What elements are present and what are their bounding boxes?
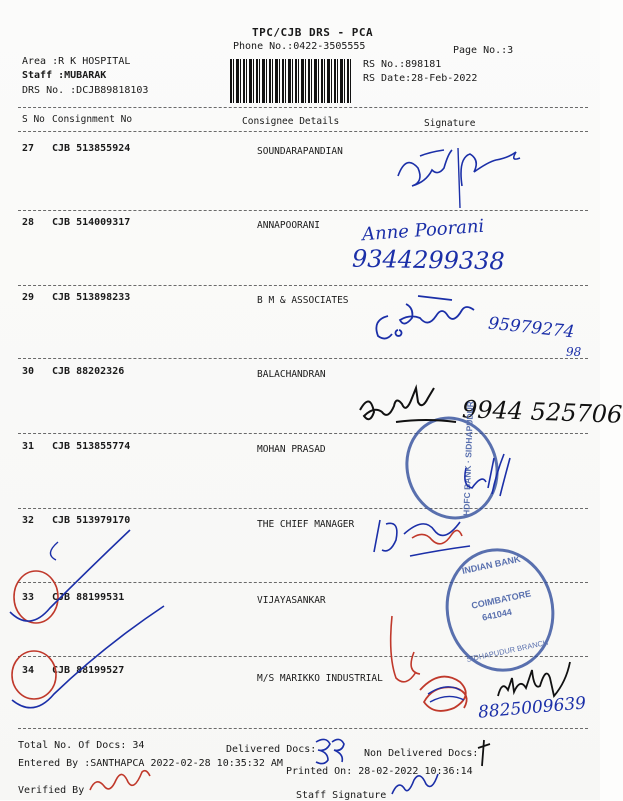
non-delivered-docs-label: Non Delivered Docs:: [364, 748, 479, 759]
row-consignee: THE CHIEF MANAGER: [257, 519, 355, 530]
staff-field: Staff :MUBARAK: [22, 70, 107, 81]
row-serial: 34: [22, 665, 35, 676]
rs-number: RS No.:898181: [363, 59, 442, 70]
row-serial: 32: [22, 515, 35, 526]
row-consignment-number: CJB 88199527: [52, 665, 125, 676]
handwritten-phone: 9344299338: [351, 244, 505, 276]
page-number: Page No.:3: [453, 45, 514, 56]
phone-number: Phone No.:0422-3505555: [233, 41, 366, 52]
divider: [18, 728, 588, 729]
total-docs: Total No. Of Docs: 34: [18, 740, 145, 751]
row-serial: 28: [22, 217, 35, 228]
row-consignee: BALACHANDRAN: [257, 369, 326, 380]
row-consignment-number: CJB 88202326: [52, 366, 125, 377]
column-header-consignee: Consignee Details: [242, 116, 340, 127]
handwritten-phone: 8825009639: [477, 693, 587, 723]
divider: [18, 285, 588, 286]
row-consignee: M/S MARIKKO INDUSTRIAL: [257, 673, 383, 684]
row-consignment-number: CJB 513979170: [52, 515, 131, 526]
row-consignee: ANNAPOORANI: [257, 220, 320, 231]
bank-stamp: [434, 538, 565, 682]
delivered-docs-label: Delivered Docs:: [226, 744, 317, 755]
row-serial: 27: [22, 143, 35, 154]
stamp-city: COIMBATORE: [470, 588, 532, 611]
printed-on: Printed On: 28-02-2022 10:36:14: [286, 766, 473, 777]
row-consignee: MOHAN PRASAD: [257, 444, 326, 455]
column-header-consignment: Consignment No: [52, 114, 133, 125]
divider: [18, 131, 588, 132]
stamp-text: HDFC BANK · SIDHAPUDUR: [461, 401, 476, 517]
divider: [18, 107, 588, 108]
column-header-signature: Signature: [424, 118, 476, 129]
handwritten-name: Anne Poorani: [361, 215, 485, 246]
barcode: [230, 59, 353, 103]
row-consignee: B M & ASSOCIATES: [257, 295, 349, 306]
handwritten-phone: 95979274: [487, 313, 576, 343]
stamp-branch: SIDHAPUDUR BRANCH: [465, 637, 550, 664]
row-consignment-number: CJB 513855924: [52, 143, 131, 154]
stamp-bank-name: INDIAN BANK: [461, 553, 522, 576]
divider: [18, 433, 588, 434]
row-consignee: VIJAYASANKAR: [257, 595, 326, 606]
divider: [18, 508, 588, 509]
row-consignee: SOUNDARAPANDIAN: [257, 146, 343, 157]
row-consignment-number: CJB 513855774: [52, 441, 131, 452]
verified-by-label: Verified By: [18, 785, 85, 796]
row-consignment-number: CJB 513898233: [52, 292, 131, 303]
entered-by: Entered By :SANTHAPCA 2022-02-28 10:35:32 AM: [18, 758, 283, 769]
row-serial: 33: [22, 592, 35, 603]
area-field: Area :R K HOSPITAL: [22, 56, 131, 67]
staff-signature-label: Staff Signature: [296, 790, 387, 801]
sheet-title: TPC/CJB DRS - PCA: [252, 26, 374, 39]
handwritten-phone: 9944 525706: [461, 395, 623, 429]
handwritten-note: 98: [566, 345, 582, 359]
row-serial: 30: [22, 366, 35, 377]
row-consignment-number: CJB 514009317: [52, 217, 131, 228]
divider: [18, 210, 588, 211]
divider: [18, 358, 588, 359]
stamp-pin: 641044: [481, 606, 513, 623]
drs-number: DRS No. :DCJB89818103: [22, 85, 149, 96]
rs-date: RS Date:28-Feb-2022: [363, 73, 478, 84]
row-consignment-number: CJB 88199531: [52, 592, 125, 603]
row-serial: 31: [22, 441, 35, 452]
row-serial: 29: [22, 292, 35, 303]
column-header-sno: S No: [22, 114, 45, 125]
